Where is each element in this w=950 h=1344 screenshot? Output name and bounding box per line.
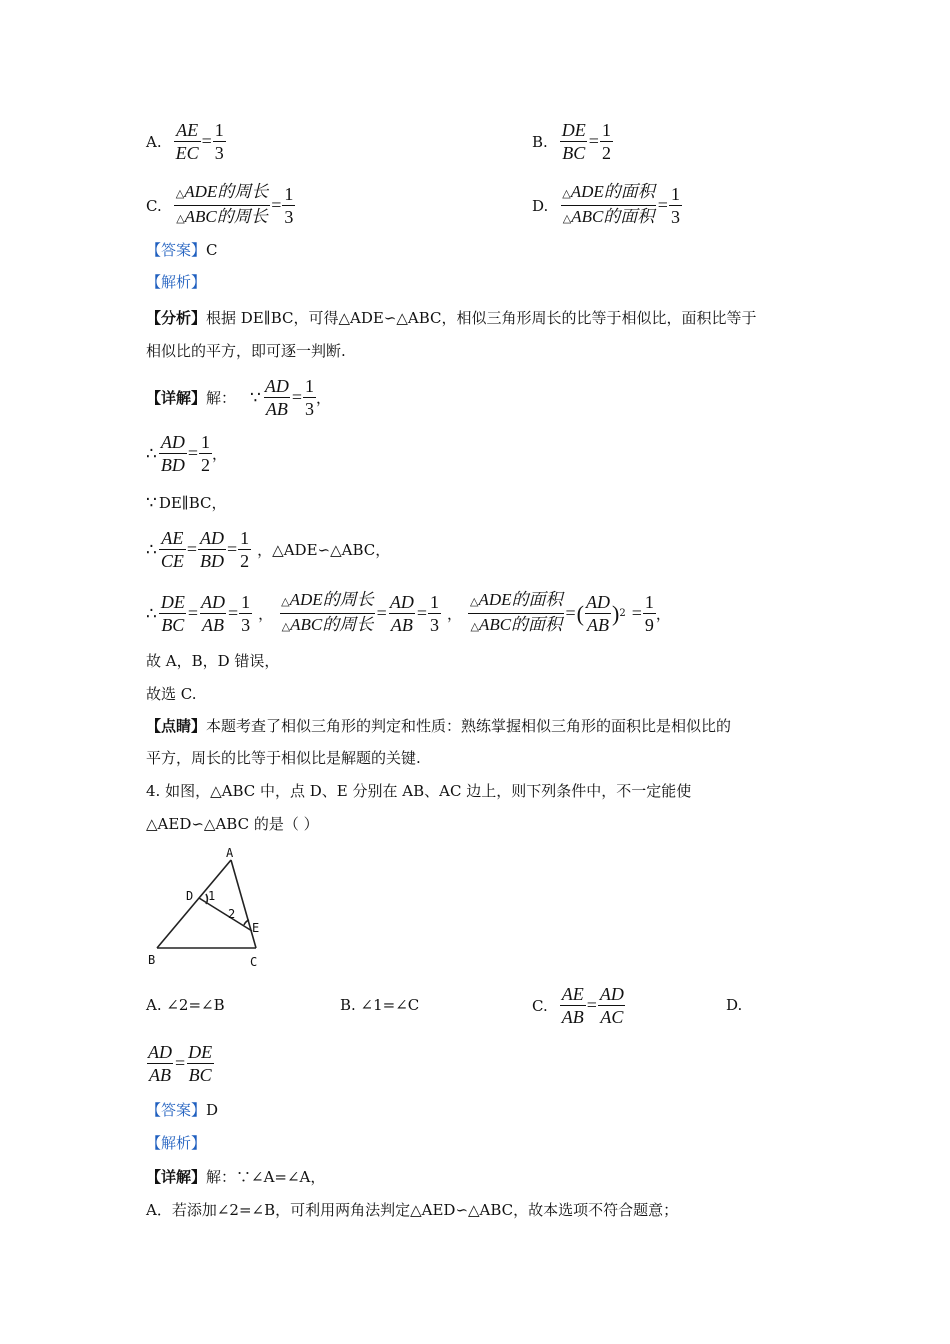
- label-angle-2: 2: [228, 907, 236, 921]
- label-a: A: [226, 846, 234, 860]
- q3-step-conclusion: ∴ $\frac{DE}{BC}$ = $\frac{AD}{AB}$ = $\frac{1}{3}$ ， $\frac{\text{△ADE的周长}}{\text{△ABC的周长}}$ = $\frac{AD}{AB}$ = $\frac{1}{3}$ ， $\frac{\text{△ADE的面积}}{\text{△ABC的面积}}$ = ( $\frac{AD}{AB}$ ) 2 = $\frac{1}{9}$ ，: [146, 590, 671, 635]
- fraction: $\frac{1}{3}$: [214, 120, 224, 163]
- q4-option-b[interactable]: B. ∠1=∠C: [340, 996, 420, 1014]
- q3-wrong-options: 故 A，B，D 错误，: [146, 652, 280, 670]
- q4-explain-a: A．若添加∠2=∠B，可利用两角法判定△AED∽△ABC，故本选项不符合题意；: [146, 1201, 679, 1219]
- fraction: $\frac{1}{3}$: [305, 376, 315, 419]
- q3-jiexi-heading: 【解析】: [146, 273, 207, 291]
- q3-dianjing-line1: 【点睛】本题考查了相似三角形的判定和性质：熟练掌握相似三角形的面积比是相似比的: [146, 717, 732, 735]
- q3-fenxi-line1: 【分析】根据 DE∥BC，可得△ADE∽△ABC，相似三角形周长的比等于相似比，面积比等于: [146, 309, 757, 327]
- fraction: $\frac{\text{△ADE的面积}}{\text{△ABC的面积}}$: [560, 182, 657, 229]
- q3-option-c[interactable]: C. $\frac{\text{△ADE的周长}}{\text{△ABC的周长}}$ = $\frac{1}{3}$: [146, 182, 294, 227]
- q3-option-b[interactable]: B. $\frac{DE}{BC}$ = $\frac{1}{2}$: [532, 120, 611, 163]
- fraction: $\frac{1}{3}$: [284, 184, 294, 227]
- label-e: E: [252, 921, 260, 935]
- q3-step-ratio: ∴ $\frac{AE}{CE}$ = $\frac{AD}{BD}$ = $\frac{1}{2}$ ， △ADE∽△ABC，: [146, 528, 391, 571]
- q4-option-d-fraction[interactable]: $\frac{AD}{AB}$ = $\frac{DE}{BC}$: [148, 1042, 213, 1085]
- q4-option-a[interactable]: A. ∠2=∠B: [146, 996, 225, 1014]
- q3-option-a[interactable]: A. $\frac{AE}{EC}$ = $\frac{1}{3}$: [146, 120, 224, 163]
- q3-step-ad-bd: ∴ $\frac{AD}{BD}$ = $\frac{1}{2}$ ，: [146, 432, 227, 475]
- q3-dianjing-line2: 平方，周长的比等于相似比是解题的关键.: [146, 749, 421, 767]
- q4-stem-line1: 4. 如图，△ABC 中，点 D、E 分别在 AB、AC 边上，则下列条件中，不一定能使: [146, 782, 692, 800]
- q3-option-d[interactable]: D. $\frac{\text{△ADE的面积}}{\text{△ABC的面积}}$ = $\frac{1}{3}$: [532, 182, 680, 227]
- fraction: $\frac{AD}{AB}$: [264, 376, 289, 419]
- q3-answer: 【答案】C: [146, 241, 218, 259]
- fraction: $\frac{DE}{BC}$: [561, 120, 586, 163]
- fraction: $\frac{AE}{EC}$: [175, 120, 199, 163]
- label-d: D: [186, 889, 194, 903]
- q4-option-d-label[interactable]: D.: [726, 996, 743, 1014]
- q3-choose: 故选 C.: [146, 685, 197, 703]
- q3-fenxi-line2: 相似比的平方，即可逐一判断.: [146, 342, 346, 360]
- q4-answer: 【答案】D: [146, 1101, 219, 1119]
- q4-option-c[interactable]: C. $\frac{AE}{AB}$ = $\frac{AD}{AC}$: [532, 984, 624, 1027]
- q4-triangle-figure: [140, 842, 280, 972]
- fraction: $\frac{1}{3}$: [670, 184, 680, 227]
- label-angle-1: 1: [208, 889, 216, 903]
- q4-xiangjie: 【详解】解：∵∠A=∠A，: [146, 1168, 326, 1186]
- label-b: B: [148, 953, 156, 967]
- label-c: C: [250, 955, 258, 969]
- q3-xiangjie-line: 【详解】 解： ∵ $\frac{AD}{AB}$ = $\frac{1}{3}$ ，: [146, 376, 332, 419]
- fraction: $\frac{1}{2}$: [601, 120, 611, 163]
- q4-jiexi-heading: 【解析】: [146, 1134, 207, 1152]
- q4-stem-line2: △AED∽△ABC 的是（ ）: [146, 815, 319, 833]
- side-ab: [157, 860, 231, 948]
- fraction: $\frac{\text{△ADE的周长}}{\text{△ABC的周长}}$: [174, 182, 271, 229]
- q3-step-parallel: ∵ DE∥BC，: [146, 492, 227, 513]
